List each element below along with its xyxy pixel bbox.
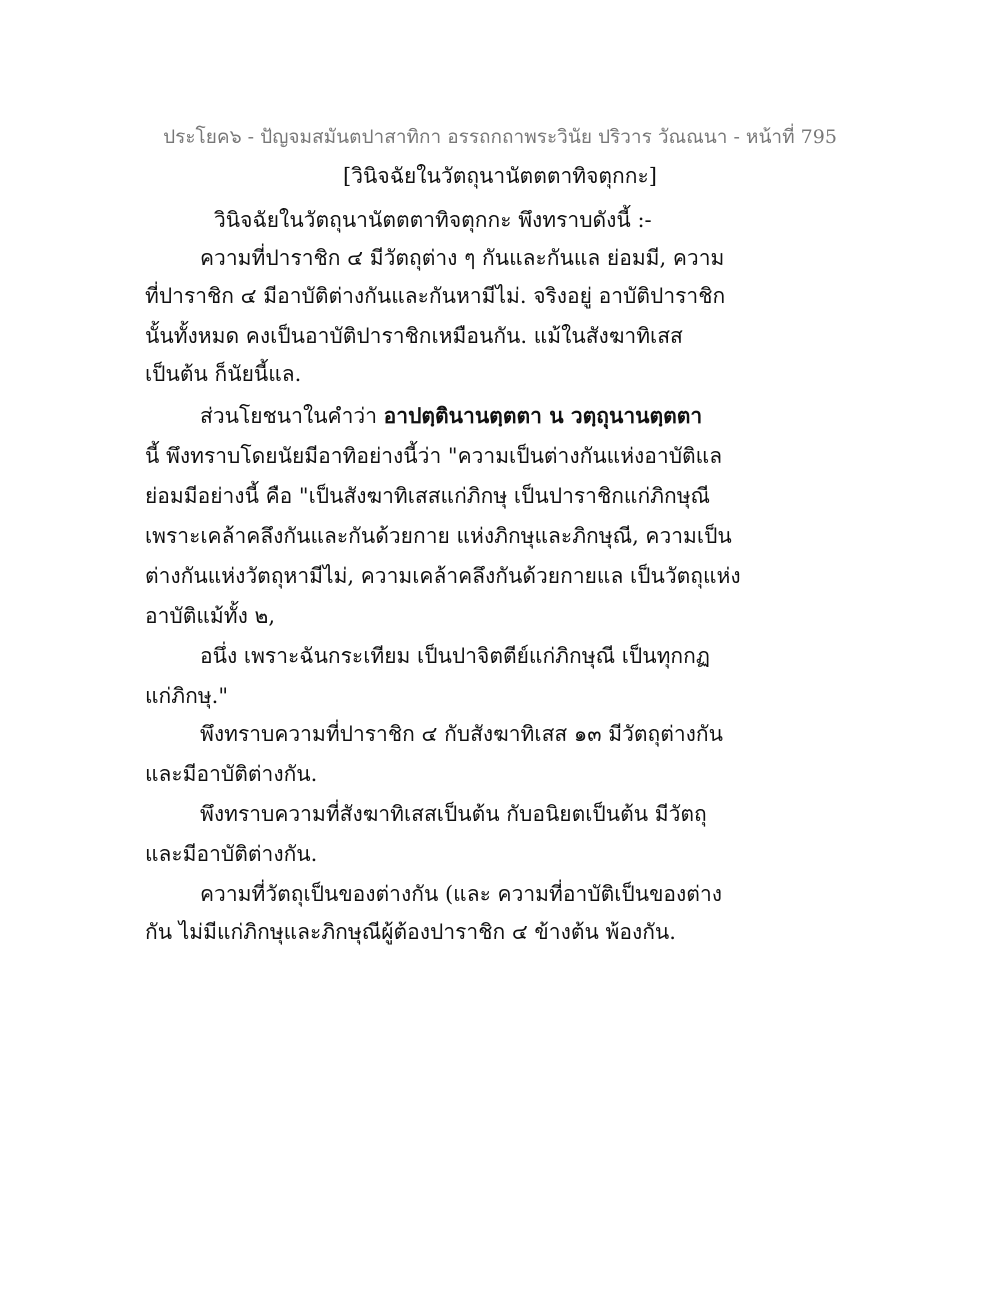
body-line: กัน ไม่มีแก่ภิกษุและภิกษุณีผู้ต้องปาราชิก ๔ ข้างต้น พ้องกัน. — [145, 920, 676, 944]
body-line: และมีอาบัติต่างกัน. — [145, 842, 318, 866]
body-line: นั้นทั้งหมด คงเป็นอาบัติปาราชิกเหมือนกัน. แม้ในสังฆาทิเสส — [145, 324, 683, 348]
body-line: วินิจฉัยในวัตถุนานัตตตาทิจตุกกะ พึงทราบดังนี้ :- — [214, 208, 652, 232]
body-line: อาบัติแม้ทั้ง ๒, — [145, 604, 276, 628]
body-line: นี้ พึงทราบโดยนัยมีอาทิอย่างนี้ว่า "ความเป็นต่างกันแห่งอาบัติแล — [145, 444, 723, 468]
body-line: ความที่ปาราชิก ๔ มีวัตถุต่าง ๆ กันและกันแล ย่อมมี, ความ — [200, 246, 725, 270]
body-line: แก่ภิกษุ." — [145, 684, 228, 708]
body-line — [200, 400, 702, 433]
body-line: ที่ปาราชิก ๔ มีอาบัติต่างกันและกันหามีไม่. จริงอยู่ อาบัติปาราชิก — [145, 284, 726, 308]
pali-term: อาปตฺตินานตฺตตา น วตฺถุนานตฺตตา — [383, 403, 703, 428]
body-line: ความที่วัตถุเป็นของต่างกัน (และ ความที่อาบัติเป็นของต่าง — [200, 882, 722, 906]
body-line: พึงทราบความที่ปาราชิก ๔ กับสังฆาทิเสส ๑๓ มีวัตถุต่างกัน — [200, 722, 723, 746]
running-header: ประโยค๖ - ปัญจมสมันตปาสาทิกา อรรถกถาพระวินัย ปริวาร วัณณนา - หน้าที่ 795 — [163, 126, 837, 148]
body-line-text: ส่วนโยชนาในคำว่า — [200, 404, 384, 428]
body-line: ย่อมมีอย่างนี้ คือ "เป็นสังฆาทิเสสแก่ภิกษุ เป็นปาราชิกแก่ภิกษุณี — [145, 484, 711, 508]
body-line: เป็นต้น ก็นัยนี้แล. — [145, 362, 302, 386]
section-title: [วินิจฉัยในวัตถุนานัตตตาทิจตุกกะ] — [343, 164, 657, 188]
body-line: ต่างกันแห่งวัตถุหามีไม่, ความเคล้าคลึงกันด้วยกายแล เป็นวัตถุแห่ง — [145, 564, 741, 588]
body-line: เพราะเคล้าคลึงกันและกันด้วยกาย แห่งภิกษุและภิกษุณี, ความเป็น — [145, 524, 732, 548]
body-line: อนึ่ง เพราะฉันกระเทียม เป็นปาจิตตีย์แก่ภิกษุณี เป็นทุกกฏ — [200, 644, 710, 668]
body-line: และมีอาบัติต่างกัน. — [145, 762, 318, 786]
body-line: พึงทราบความที่สังฆาทิเสสเป็นต้น กับอนิยตเป็นต้น มีวัตถุ — [200, 802, 707, 826]
